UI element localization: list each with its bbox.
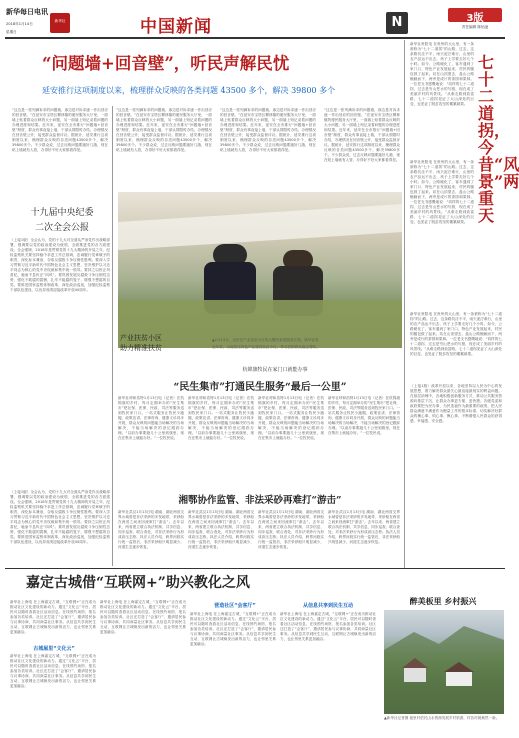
column-headline: 七十二道拐，今昔“风景”两重天 bbox=[478, 53, 519, 225]
photo1-credit: ▲1月13日，农民在产业扶贫小区的大棚内查看蔬菜长势。新华社发 bbox=[212, 338, 319, 342]
photo2-headline: 醉美板里 乡村振兴 bbox=[409, 596, 477, 606]
lead-body-col4: “这边是一张列满诉求的问题墙，那边是对诉求逐一作出回应的回音壁。”在延安市宝塔区柳林镇的便民服务大厅里，一面墙上贴着群众反映的大小问题，另一面墙上则记录着问题的办理进度和结果。近年来，延安在全市推行“问题墙+回音壁”制度，群众有事直接上墙，干部认领限时办结，办理情况在回音壁公开，接受群众监督评议。据统计，延安推行这项制度以来，梳理群众反映的各类问题43500多个，解决39800多个。不少群众说，过去反映问题要跑好几趟，现在贴上墙就有人管，办得好不好大家都看得见。 bbox=[324, 108, 400, 162]
column-body-a: 新华社贵阳电 在贵州的大山里，有一条被称为“七十二道拐”的山路。过去，这条路坑洼不平，雨天泥泞难行，山里的农产品运不出去，孩子上学要走好几个小时。如今，公路硬化了，客车通到了家门口，特色产业发展起来，村民的腰包鼓了起来。站在山顶望去，盘山公路蜿蜒而下，两旁是成片的茶园和果林。一位老支书感慨地说：“同样的七十二道拐，过去是穷山恶水的写照，现在成了美丽乡村的风景线。”从难走路到致富路，七十二道拐见证了大山深处的巨变，也见证了脱贫攻坚的累累硕果。 bbox=[410, 160, 474, 224]
local-body: （上接1版）改革开放以来，各地坚持以人民为中心的发展思想，着力解决群众最关心最直接最现实的利益问题。在基层治理中，各地积极创新服务方式，推动公共服务资源向基层下沉，让群众办事更方便、更快捷。各级党委和政府要把为民办事、为民造福作为最重要的政绩，把人民群众满意不满意作为衡量工作的根本标准，切实解决好群众的操心事、烦心事、揪心事，不断增强人民群众的获得感、幸福感、安全感。 bbox=[410, 384, 502, 423]
bottom-body-5: 新华社上海电 在上海嘉定古城，“互联网+”正在成为推动社区文化建设的新动力。通过“文化云”平台，居民可以随时查看社区活动信息、在线预约场馆、报名参加各类培训。社区还打造了“会客厅”，邀请居民参与议事协商，共同商量社区事务。从信息共享到民生互动，互联网让古城焕发出新的活力，也让邻里关系更加融洽。 bbox=[280, 612, 376, 641]
bottom-rule-top bbox=[5, 568, 505, 569]
agency-logo-text: 新华社 bbox=[54, 19, 66, 23]
market-headline: “民生集市”打通民生服务“最后一公里” bbox=[173, 382, 347, 393]
xiang-body-2: 新华社武汉1月13日电 湖南、湖北两省交界水域曾是非法采砂的多发地带，采砂船在两省之间来回流窜打“游击”。去年以来，两省建立联合执法机制，共享信息、同步巡查、联合查处，对非法采砂行为形成高压态势。执法人员介绍，跨界河段实行统一监管后，非法采砂船只明显减少，河道生态逐步恢复。 bbox=[188, 510, 254, 549]
village-scene-icon bbox=[384, 610, 504, 714]
xiang-headline: 湘鄂协作监管、非法采砂再难打“游击” bbox=[178, 495, 342, 506]
xiang-body-1: 新华社武汉1月13日电 湖南、湖北两省交界水域曾是非法采砂的多发地带，采砂船在两省之间来回流窜打“游击”。去年以来，两省建立联合执法机制，共享信息、同步巡查、联合查处，对非法采砂行为形成高压态势。执法人员介绍，跨界河段实行统一监管后，非法采砂船只明显减少，河道生态逐步恢复。 bbox=[118, 510, 184, 549]
editor-line: 责任编辑 陈怡凌 bbox=[461, 25, 489, 29]
market-body-2: 新华社呼和浩特1月13日电（记者）在杭锦旗的乡村，每月定期举办的“民生集市”把社保、医保、民政、司法等服务送到牧民家门口。一站式服务让牧民少跑腿，政策宣讲、法律咨询、健康义诊同步开展，群众反映的问题能当场解决的当场解决，不能当场解决的登记跟踪办理。“以前办事要跑几十公里到旗里，现在在集市上就能办好。”一位牧民说。 bbox=[188, 396, 254, 440]
bottom-body-3: 新华社上海电 在上海嘉定古城，“互联网+”正在成为推动社区文化建设的新动力。通过“文化云”平台，居民可以随时查看社区活动信息、在线预约场馆、报名参加各类培训。社区还打造了“会客厅”，邀请居民参与议事协商，共同商量社区事务。从信息共享到民生互动，互联网让古城焕发出新的活力，也让邻里关系更加融洽。 bbox=[100, 600, 186, 634]
bottom-body-2: 新华社上海电 在上海嘉定古城，“互联网+”正在成为推动社区文化建设的新动力。通过“文化云”平台，居民可以随时查看社区活动信息、在线预约场馆、报名参加各类培训。社区还打造了“会客厅”，邀请居民参与议事协商，共同商量社区事务。从信息共享到民生互动，互联网让古城焕发出新的活力，也让邻里关系更加融洽。 bbox=[10, 654, 96, 688]
bottom-sub1: 古城屋里“文化云” bbox=[33, 646, 75, 652]
column-body-top: 新华社贵阳电 在贵州的大山里，有一条被称为“七十二道拐”的山路。过去，这条路坑洼不平，雨天泥泞难行，山里的农产品运不出去，孩子上学要走好几个小时。如今，公路硬化了，客车通到了家门口，特色产业发展起来，村民的腰包鼓了起来。站在山顶望去，盘山公路蜿蜒而下，两旁是成片的茶园和果林。一位老支书感慨地说：“同样的七十二道拐，过去是穷山恶水的写照，现在成了美丽乡村的风景线。”从难走路到致富路，七十二道拐见证了大山深处的巨变，也见证了脱贫攻坚的累累硕果。 bbox=[410, 42, 474, 106]
lead-body-col3: “这边是一张列满诉求的问题墙，那边是对诉求逐一作出回应的回音壁。”在延安市宝塔区柳林镇的便民服务大厅里，一面墙上贴着群众反映的大小问题，另一面墙上则记录着问题的办理进度和结果。近年来，延安在全市推行“问题墙+回音壁”制度，群众有事直接上墙，干部认领限时办结，办理情况在回音壁公开，接受群众监督评议。据统计，延安推行这项制度以来，梳理群众反映的各类问题43500多个，解决39800多个。不少群众说，过去反映问题要跑好几趟，现在贴上墙就有人管，办得好不好大家都看得见。 bbox=[220, 108, 316, 152]
issue-date: 2018年1月14日 bbox=[6, 22, 33, 26]
market-body-4: 新华社呼和浩特1月13日电（记者）在杭锦旗的乡村，每月定期举办的“民生集市”把社保、医保、民政、司法等服务送到牧民家门口。一站式服务让牧民少跑腿，政策宣讲、法律咨询、健康义诊同步开展，群众反映的问题能当场解决的当场解决，不能当场解决的登记跟踪办理。“以前办事要跑几十公里到旗里，现在在集市上就能办好。”一位牧民说。 bbox=[328, 396, 401, 435]
bottom-sub3: 从信息共享到民生互动 bbox=[302, 603, 353, 609]
greenhouse-photo bbox=[118, 192, 402, 348]
section-title: 中国新闻 bbox=[140, 17, 212, 37]
section-mark: N bbox=[391, 15, 403, 30]
party-body-a: （上接1版）全会认为，党的十九大对全面从严治党作出战略部署，强调要以党的政治建设为统领，全面推进党的各方面建设。全会强调，2018年是贯彻党的十九大精神的开局之年，纪检监察机关要坚持稳中求进工作总基调，忠诚履行党章赋予的职责，深化标本兼治，夺取反腐败斗争压倒性胜利。要深入学习贯彻习近平新时代中国特色社会主义思想，坚决维护以习近平同志为核心的党中央权威和集中统一领导。要持之以恒正风肃纪，驰而不息纠正“四风”。要巩固发展反腐败斗争压倒性态势，强化不敢腐的震慑，扎牢不能腐的笼子，增强不想腐的自觉。要推进国家监察体制改革，深化政治巡视，加强纪检监察干部队伍建设，以优异成绩迎接改革开放40周年。 bbox=[10, 238, 110, 292]
column-divider-right bbox=[404, 40, 405, 568]
lead-body-col1: “这边是一张列满诉求的问题墙，那边是对诉求逐一作出回应的回音壁。”在延安市宝塔区柳林镇的便民服务大厅里，一面墙上贴着群众反映的大小问题，另一面墙上则记录着问题的办理进度和结果。近年来，延安在全市推行“问题墙+回音壁”制度，群众有事直接上墙，干部认领限时办结，办理情况在回音壁公开，接受群众监督评议。据统计，延安推行这项制度以来，梳理群众反映的各类问题43500多个，解决39800多个。不少群众说，过去反映问题要跑好几趟，现在贴上墙就有人管，办得好不好大家都看得见。 bbox=[12, 108, 108, 152]
market-body-1: 新华社呼和浩特1月13日电（记者）在杭锦旗的乡村，每月定期举办的“民生集市”把社保、医保、民政、司法等服务送到牧民家门口。一站式服务让牧民少跑腿，政策宣讲、法律咨询、健康义诊同步开展，群众反映的问题能当场解决的当场解决，不能当场解决的登记跟踪办理。“以前办事要跑几十公里到旗里，现在在集市上就能办好。”一位牧民说。 bbox=[118, 396, 184, 440]
market-kicker: 杭锦旗牧民在家门口就能办事 bbox=[242, 367, 308, 373]
party-body-b: （上接1版）全会认为，党的十九大对全面从严治党作出战略部署，强调要以党的政治建设为统领，全面推进党的各方面建设。全会强调，2018年是贯彻党的十九大精神的开局之年，纪检监察机关要坚持稳中求进工作总基调，忠诚履行党章赋予的职责，深化标本兼治，夺取反腐败斗争压倒性胜利。要深入学习贯彻习近平新时代中国特色社会主义思想，坚决维护以习近平同志为核心的党中央权威和集中统一领导。要持之以恒正风肃纪，驰而不息纠正“四风”。要巩固发展反腐败斗争压倒性态势，强化不敢腐的震慑，扎牢不能腐的笼子，增强不想腐的自觉。要推进国家监察体制改革，深化政治巡视，加强纪检监察干部队伍建设，以优异成绩迎接改革开放40周年。 bbox=[10, 490, 110, 544]
lead-body-col2: “这边是一张列满诉求的问题墙，那边是对诉求逐一作出回应的回音壁。”在延安市宝塔区柳林镇的便民服务大厅里，一面墙上贴着群众反映的大小问题，另一面墙上则记录着问题的办理进度和结果。近年来，延安在全市推行“问题墙+回音壁”制度，群众有事直接上墙，干部认领限时办结，办理情况在回音壁公开，接受群众监督评议。据统计，延安推行这项制度以来，梳理群众反映的各类问题43500多个，解决39800多个。不少群众说，过去反映问题要跑好几趟，现在贴上墙就有人管，办得好不好大家都看得见。 bbox=[116, 108, 212, 152]
greenhouse-scene-icon bbox=[118, 192, 402, 348]
bottom-body-4: 新华社上海电 在上海嘉定古城，“互联网+”正在成为推动社区文化建设的新动力。通过“文化云”平台，居民可以随时查看社区活动信息、在线预约场馆、报名参加各类培训。社区还打造了“会客厅”，邀请居民参与议事协商，共同商量社区事务。从信息共享到民生互动，互联网让古城焕发出新的活力，也让邻里关系更加融洽。 bbox=[190, 612, 276, 646]
photo2-credit: ▲新华社记者摄 板里村依托山水资源发展乡村旅游，村容村貌焕然一新。 bbox=[384, 716, 500, 720]
lead-subhead: 延安推行这项制度以来，梳理群众反映的各类问题 43500 多个，解决 39800 多个 bbox=[42, 86, 336, 95]
party-headline: 十九届中央纪委 二次全会公报 bbox=[30, 208, 94, 233]
page-number: 3版 bbox=[466, 13, 484, 24]
column-divider-left bbox=[112, 106, 113, 566]
issue-weekday: 星期日 bbox=[6, 30, 17, 34]
bottom-headline: 嘉定古城借“互联网+”助兴教化之风 bbox=[26, 575, 250, 591]
village-photo bbox=[384, 610, 504, 714]
column-body-b: 新华社贵阳电 在贵州的大山里，有一条被称为“七十二道拐”的山路。过去，这条路坑洼不平，雨天泥泞难行，山里的农产品运不出去，孩子上学要走好几个小时。如今，公路硬化了，客车通到了家门口，特色产业发展起来，村民的腰包鼓了起来。站在山顶望去，盘山公路蜿蜒而下，两旁是成片的茶园和果林。一位老支书感慨地说：“同样的七十二道拐，过去是穷山恶水的写照，现在成了美丽乡村的风景线。”从难走路到致富路，七十二道拐见证了大山深处的巨变，也见证了脱贫攻坚的累累硕果。 bbox=[410, 312, 502, 356]
lead-headline: “问题墙+回音壁”，听民声解民忧 bbox=[42, 54, 290, 73]
photo1-credit2: 近年来，当地依托特色产业建设扶贫小区，带动贫困群众稳定增收。 bbox=[212, 345, 320, 349]
xiang-body-4: 新华社武汉1月13日电 湖南、湖北两省交界水域曾是非法采砂的多发地带，采砂船在两省之间来回流窜打“游击”。去年以来，两省建立联合执法机制，共享信息、同步巡查、联合查处，对非法采砂行为形成高压态势。执法人员介绍，跨界河段实行统一监管后，非法采砂船只明显减少，河道生态逐步恢复。 bbox=[328, 510, 401, 544]
xiang-body-3: 新华社武汉1月13日电 湖南、湖北两省交界水域曾是非法采砂的多发地带，采砂船在两省之间来回流窜打“游击”。去年以来，两省建立联合执法机制，共享信息、同步巡查、联合查处，对非法采砂行为形成高压态势。执法人员介绍，跨界河段实行统一监管后，非法采砂船只明显减少，河道生态逐步恢复。 bbox=[258, 510, 324, 549]
bottom-sub2: 营造社区“会客厅” bbox=[214, 603, 256, 609]
paper-name: 新华每日电讯 bbox=[6, 7, 48, 16]
photo1-caption: 产业扶贫小区 助力精准扶贫 bbox=[120, 334, 162, 352]
bottom-body-1: 新华社上海电 在上海嘉定古城，“互联网+”正在成为推动社区文化建设的新动力。通过“文化云”平台，居民可以随时查看社区活动信息、在线预约场馆、报名参加各类培训。社区还打造了“会客厅”，邀请居民参与议事协商，共同商量社区事务。从信息共享到民生互动，互联网让古城焕发出新的活力，也让邻里关系更加融洽。 bbox=[10, 600, 96, 634]
masthead-rule bbox=[5, 37, 505, 39]
market-body-3: 新华社呼和浩特1月13日电（记者）在杭锦旗的乡村，每月定期举办的“民生集市”把社保、医保、民政、司法等服务送到牧民家门口。一站式服务让牧民少跑腿，政策宣讲、法律咨询、健康义诊同步开展，群众反映的问题能当场解决的当场解决，不能当场解决的登记跟踪办理。“以前办事要跑几十公里到旗里，现在在集市上就能办好。”一位牧民说。 bbox=[258, 396, 324, 440]
